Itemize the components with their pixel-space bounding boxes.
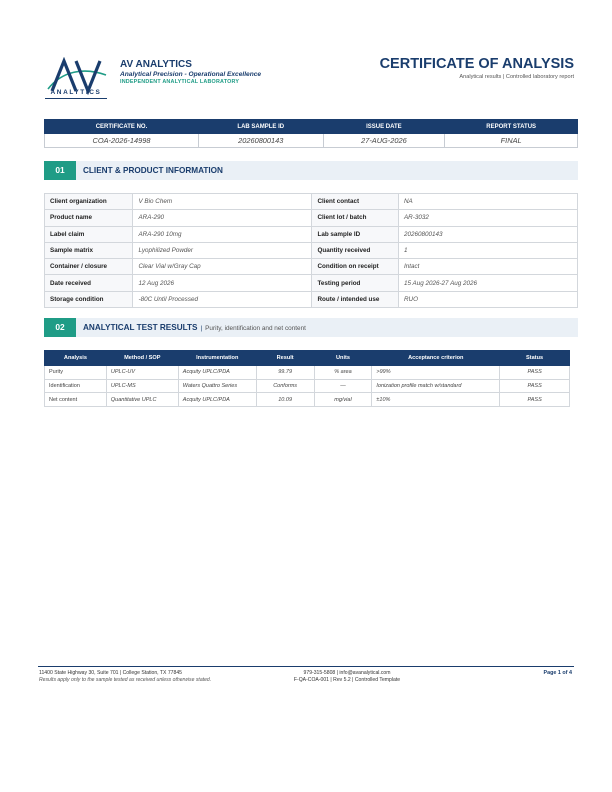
results-cell: PASS — [500, 379, 570, 393]
footer-center — [262, 670, 432, 685]
footer-address: 11400 State Highway 30, Suite 701 | College Station, TX 77845 — [39, 670, 183, 676]
results-cell: Waters Quattro Series — [178, 379, 256, 393]
info-value: AR-3032 — [398, 210, 577, 226]
info-value: 12 Aug 2026 — [133, 275, 312, 291]
results-header: Result — [256, 351, 314, 366]
results-cell: Purity — [45, 366, 107, 380]
info-value: Lyophilized Powder — [133, 242, 312, 258]
section-title-wrap — [83, 318, 306, 338]
results-header: Units — [314, 351, 372, 366]
document-title: CERTIFICATE OF ANALYSIS — [379, 56, 574, 72]
results-cell: Identification — [45, 379, 107, 393]
results-cell: — — [314, 379, 372, 393]
lab-sample-id: 20260800143 — [198, 134, 323, 148]
company-subtitle: INDEPENDENT ANALYTICAL LABORATORY — [120, 79, 240, 85]
info-row — [45, 226, 578, 242]
footer-divider — [38, 666, 574, 667]
info-label: Route / intended use — [312, 291, 398, 307]
info-value: RUO — [398, 291, 577, 307]
info-value: ARA-290 10mg — [133, 226, 312, 242]
company-block — [120, 59, 261, 86]
meta-header: LAB SAMPLE ID — [198, 120, 323, 134]
company-tagline: Analytical Precision - Operational Excellence — [120, 71, 262, 78]
info-row — [45, 291, 578, 307]
info-value: 20260800143 — [398, 226, 577, 242]
certificate-meta-table — [44, 119, 578, 148]
info-label: Client contact — [312, 194, 398, 210]
info-row — [45, 194, 578, 210]
info-label: Lab sample ID — [312, 226, 398, 242]
info-row — [45, 210, 578, 226]
info-value: Intact — [398, 259, 577, 275]
logo-wordmark: ANALYTICS — [50, 89, 102, 96]
info-label: Label claim — [45, 226, 133, 242]
report-status: FINAL — [445, 134, 578, 148]
footer-form-id: F-QA-COA-001 | Rev 5.2 | Controlled Template — [293, 677, 401, 684]
footer-left — [39, 670, 211, 685]
footer-note: Results apply only to the sample tested as received unless otherwise stated. — [39, 677, 212, 684]
info-value: 15 Aug 2026-27 Aug 2026 — [398, 275, 577, 291]
info-label: Quantity received — [312, 242, 398, 258]
results-cell: Ionization profile match w/standard — [372, 379, 500, 393]
section-number: 01 — [44, 161, 76, 180]
results-cell: >99% — [372, 366, 500, 380]
section-number: 02 — [44, 318, 76, 337]
document-title-block — [380, 56, 574, 80]
section-subtitle: Purity, identification and net content — [205, 325, 306, 332]
issue-date: 27-AUG-2026 — [323, 134, 445, 148]
info-label: Client organization — [45, 194, 133, 210]
section-client-product — [44, 161, 578, 180]
results-cell: PASS — [500, 366, 570, 380]
results-header: Acceptance criterion — [372, 351, 500, 366]
results-cell: 99.79 — [256, 366, 314, 380]
info-label: Date received — [45, 275, 133, 291]
info-label: Condition on receipt — [312, 259, 398, 275]
results-cell: UPLC-MS — [106, 379, 178, 393]
results-cell: PASS — [500, 393, 570, 407]
info-label: Testing period — [312, 275, 398, 291]
certificate-number: COA-2026-14998 — [45, 134, 199, 148]
meta-header: ISSUE DATE — [323, 120, 445, 134]
results-header: Method / SOP — [106, 351, 178, 366]
results-header: Status — [500, 351, 570, 366]
info-value: NA — [398, 194, 577, 210]
footer-contact: 979-315-5808 | info@avanalytical.com — [303, 670, 391, 676]
results-cell: 10.09 — [256, 393, 314, 407]
results-row — [45, 393, 570, 407]
results-cell: Net content — [45, 393, 107, 407]
results-cell: Quantitative UPLC — [106, 393, 178, 407]
info-label: Sample matrix — [45, 242, 133, 258]
info-value: -80C Until Processed — [133, 291, 312, 307]
info-label: Storage condition — [45, 291, 133, 307]
results-header: Instrumentation — [178, 351, 256, 366]
info-row — [45, 275, 578, 291]
info-value: ARA-290 — [133, 210, 312, 226]
results-cell: Acquity UPLC/PDA — [178, 393, 256, 407]
results-cell: Acquity UPLC/PDA — [178, 366, 256, 380]
info-row — [45, 259, 578, 275]
results-cell: mg/vial — [314, 393, 372, 407]
meta-header: CERTIFICATE NO. — [45, 120, 199, 134]
section-test-results — [44, 318, 578, 337]
info-value: Clear Vial w/Gray Cap — [133, 259, 312, 275]
results-row — [45, 366, 570, 380]
results-cell: UPLC-UV — [106, 366, 178, 380]
results-cell: ±10% — [372, 393, 500, 407]
section-title: CLIENT & PRODUCT INFORMATION — [83, 166, 223, 175]
info-label: Container / closure — [45, 259, 133, 275]
info-row — [45, 242, 578, 258]
results-header: Analysis — [45, 351, 107, 366]
results-cell: Conforms — [256, 379, 314, 393]
meta-header: REPORT STATUS — [445, 120, 578, 134]
results-row — [45, 379, 570, 393]
info-label: Product name — [45, 210, 133, 226]
info-label: Client lot / batch — [312, 210, 398, 226]
section-title: ANALYTICAL TEST RESULTS — [83, 323, 198, 332]
info-value: 1 — [398, 242, 577, 258]
section-separator: | — [200, 325, 203, 332]
test-results-table — [44, 350, 570, 407]
document-subtitle: Analytical results | Controlled laboratory report — [459, 74, 574, 80]
logo-underline — [45, 98, 107, 99]
client-product-table — [44, 193, 578, 308]
page-number: Page 1 of 4 — [543, 670, 572, 676]
company-name: AV ANALYTICS — [120, 59, 192, 70]
info-value: V Bio Chem — [133, 194, 312, 210]
results-cell: % area — [314, 366, 372, 380]
